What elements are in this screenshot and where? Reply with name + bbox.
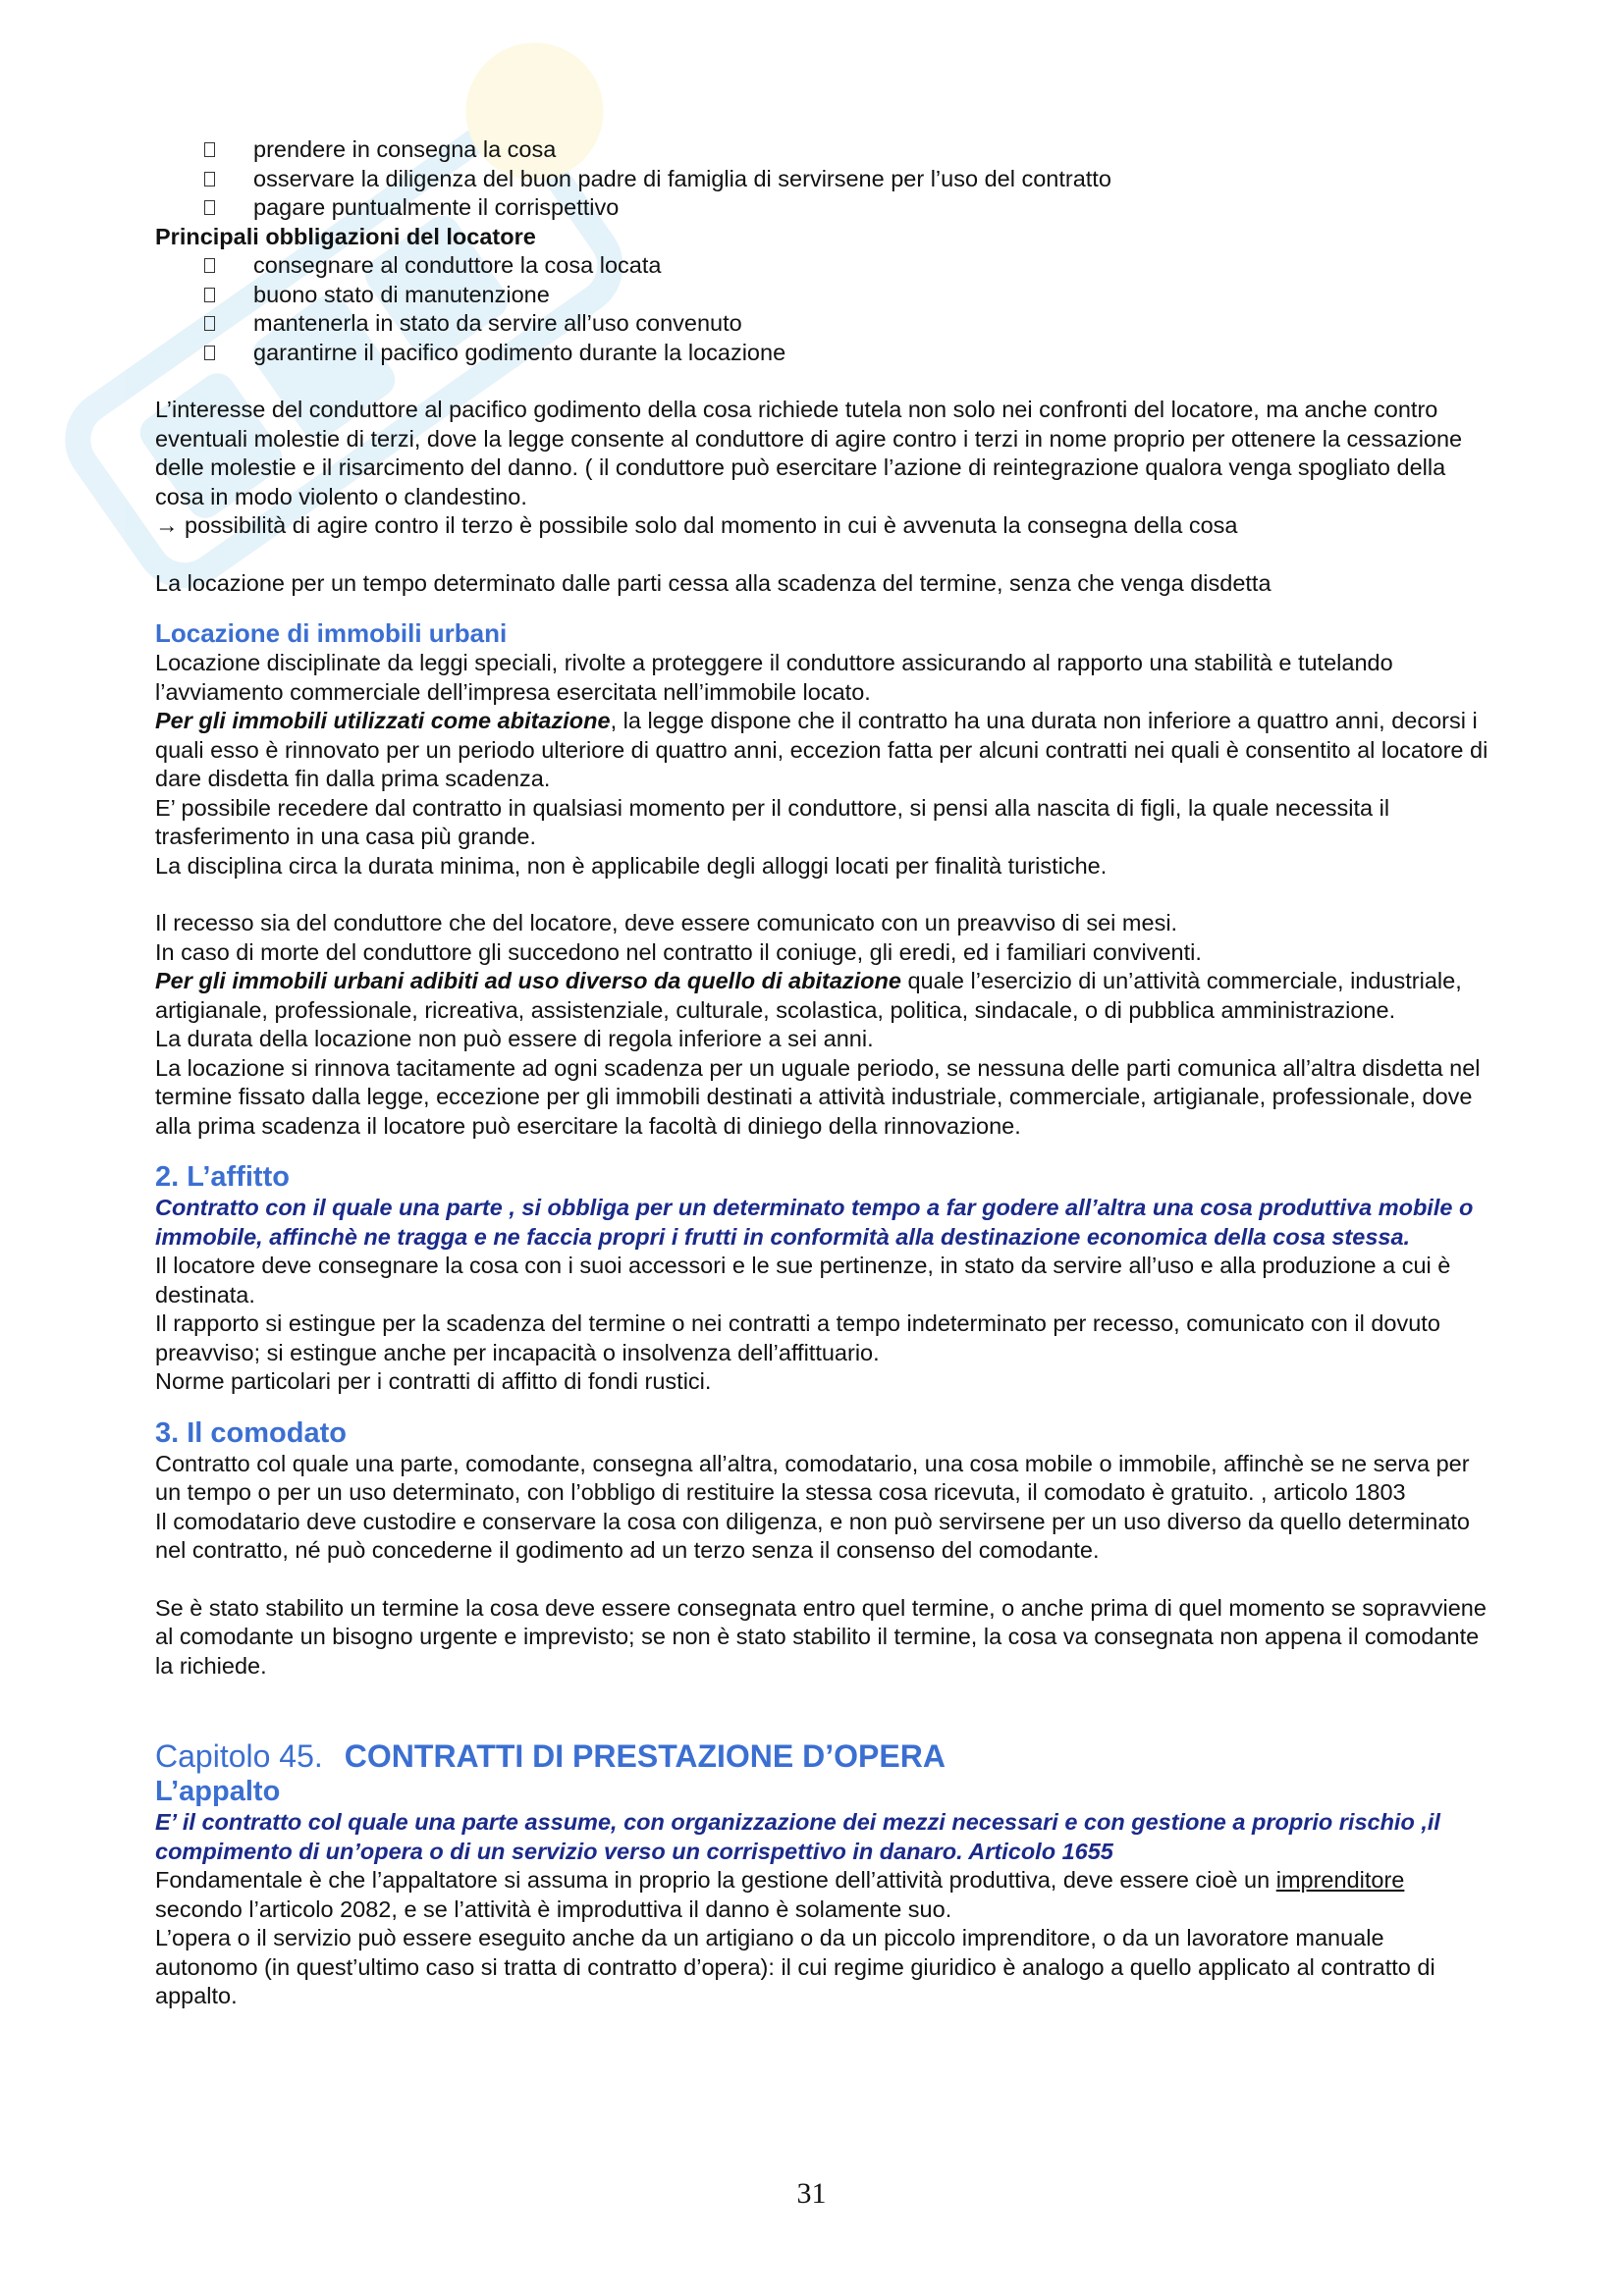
paragraph-tempo: La locazione per un tempo determinato dalle parti cessa alla scadenza del termine, senza che venga disdetta	[155, 569, 1271, 596]
heading-comodato: 3. Il comodato	[155, 1416, 347, 1449]
immobili-durata-sei: La durata della locazione non può essere di regola inferiore a sei anni.	[155, 1026, 874, 1051]
locatore-bullet-list	[155, 251, 1490, 367]
affitto-paragraph: Il rapporto si estingue per la scadenza del termine o nei contratti a tempo indeterminato per recesso, comunicato con il dovuto preavviso; si estingue anche per incapacità o insolvenza dell’affittuario.	[155, 1310, 1440, 1365]
immobili-durata-minima: La disciplina circa la durata minima, non è applicabile degli alloggi locati per finalità turistiche.	[155, 852, 1108, 879]
list-item: prendere in consegna la cosa	[155, 135, 1490, 165]
document-page	[155, 135, 1490, 2011]
chapter-heading: Capitolo 45. CONTRATTI DI PRESTAZIONE D’OPERA	[155, 1738, 946, 1774]
list-item: pagare puntualmente il corrispettivo	[155, 193, 1490, 223]
bullet-box-icon	[204, 288, 215, 302]
heading-immobili-urbani: Locazione di immobili urbani	[155, 618, 508, 648]
list-item: consegnare al conduttore la cosa locata	[155, 251, 1490, 281]
locatore-heading: Principali obbligazioni del locatore	[155, 223, 536, 249]
bullet-box-icon	[204, 258, 215, 273]
page-number: 31	[796, 2177, 827, 2210]
immobili-uso-diverso: Per gli immobili urbani adibiti ad uso diverso da quello di abitazione quale l’esercizio di un’attività commerciale, industriale, artigianale, professionale, ricreativa, assistenziale, culturale, scolastica, politica, sindacale, o di pubblica amministrazione.	[155, 968, 1462, 1023]
appalto-paragraph: L’opera o il servizio può essere eseguito anche da un artigiano o da un piccolo imprenditore, o da un lavoratore manuale autonomo (in quest’ultimo caso si tratta di contratto d’opera): il cui regime giuridico è analogo a quello applicato al contratto di appalto.	[155, 1925, 1435, 2008]
list-item: mantenerla in stato da servire all’uso convenuto	[155, 309, 1490, 339]
immobili-morte: In caso di morte del conduttore gli succedono nel contratto il coniuge, gli eredi, ed i familiari conviventi.	[155, 938, 1202, 965]
appalto-definition: E’ il contratto col quale una parte assume, con organizzazione dei mezzi necessari e con gestione a proprio rischio ,il compimento di un’opera o di un servizio verso un corrispettivo in danaro. Articolo 1655	[155, 1809, 1440, 1864]
list-item: osservare la diligenza del buon padre di famiglia di servirsene per l’uso del contratto	[155, 165, 1490, 194]
bullet-box-icon	[204, 200, 215, 215]
immobili-recesso: Il recesso sia del conduttore che del locatore, deve essere comunicato con un preavviso di sei mesi.	[155, 910, 1178, 935]
comodato-paragraph: Contratto col quale una parte, comodante, consegna all’altra, comodatario, una cosa mobile o immobile, affinchè se ne serva per un tempo o per un uso determinato, con l’obbligo di restituire la stessa cosa ricevuta, il comodato è gratuito. , articolo 1803	[155, 1450, 1470, 1505]
heading-affitto: 2. L’affitto	[155, 1161, 290, 1193]
paragraph-arrow: → possibilità di agire contro il terzo è possibile solo dal momento in cui è avvenuta la consegna della cosa	[155, 512, 1238, 538]
bullet-box-icon	[204, 316, 215, 331]
appalto-paragraph: Fondamentale è che l’appaltatore si assuma in proprio la gestione dell’attività produttiva, deve essere cioè un imprenditore secondo l’articolo 2082, e se l’attività è improduttiva il danno è solamente suo.	[155, 1867, 1405, 1922]
immobili-rinnova: La locazione si rinnova tacitamente ad ogni scadenza per un uguale periodo, se nessuna delle parti comunica all’altra disdetta nel termine fissato dalla legge, eccezione per gli immobili destinati a attività industriale, commerciale, artigianale, professionale, dove alla prima scadenza il locatore può esercitare la facoltà di diniego della rinnovazione.	[155, 1054, 1481, 1139]
comodato-paragraph: Il comodatario deve custodire e conservare la cosa con diligenza, e non può servirsene per un uso diverso da quello determinato nel contratto, né può concederne il godimento ad un terzo senza il consenso del comodante.	[155, 1508, 1470, 1563]
affitto-paragraph: Norme particolari per i contratti di affitto di fondi rustici.	[155, 1368, 712, 1394]
bullet-box-icon	[204, 172, 215, 187]
top-bullet-list	[155, 135, 1490, 223]
affitto-definition: Contratto con il quale una parte , si obbliga per un determinato tempo a far godere all’altra una cosa produttiva mobile o immobile, affinchè ne tragga e ne faccia propri i frutti in conformità alla destinazione economica della cosa stessa.	[155, 1195, 1474, 1250]
immobili-intro: Locazione disciplinate da leggi speciali, rivolte a proteggere il conduttore assicurando al rapporto una stabilità e tutelando l’avviamento commerciale dell’impresa esercitata nell’immobile locato.	[155, 650, 1393, 705]
list-item: garantirne il pacifico godimento durante la locazione	[155, 339, 1490, 368]
heading-appalto: L’appalto	[155, 1776, 281, 1807]
affitto-paragraph: Il locatore deve consegnare la cosa con i suoi accessori e le sue pertinenze, in stato da servire all’uso e alla produzione a cui è destinata.	[155, 1253, 1451, 1308]
paragraph-interesse: L’interesse del conduttore al pacifico godimento della cosa richiede tutela non solo nei confronti del locatore, ma anche contro eventuali molestie di terzi, dove la legge consente al conduttore di agire contro i terzi in nome proprio per ottenere la cessazione delle molestie e il risarcimento del danno. ( il conduttore può esercitare l’azione di reintegrazione qualora venga spogliato della cosa in modo violento o clandestino.	[155, 397, 1463, 509]
bullet-box-icon	[204, 346, 215, 360]
immobili-abitazione: Per gli immobili utilizzati come abitazione, la legge dispone che il contratto ha una durata non inferiore a quattro anni, decorsi i quali esso è rinnovato per un periodo ulteriore di quattro anni, eccezion fatta per alcuni contratti nei quali è consentito al locatore di dare disdetta fin dalla prima scadenza.	[155, 708, 1488, 791]
comodato-paragraph: Se è stato stabilito un termine la cosa deve essere consegnata entro quel termine, o anche prima di quel momento se sopravviene al comodante un bisogno urgente e imprevisto; se non è stato stabilito il termine, la cosa va consegnata non appena il comodante la richiede.	[155, 1594, 1487, 1679]
immobili-recedere: E’ possibile recedere dal contratto in qualsiasi momento per il conduttore, si pensi alla nascita di figli, la quale necessita il trasferimento in una casa più grande.	[155, 794, 1390, 849]
list-item: buono stato di manutenzione	[155, 281, 1490, 310]
bullet-box-icon	[204, 142, 215, 157]
